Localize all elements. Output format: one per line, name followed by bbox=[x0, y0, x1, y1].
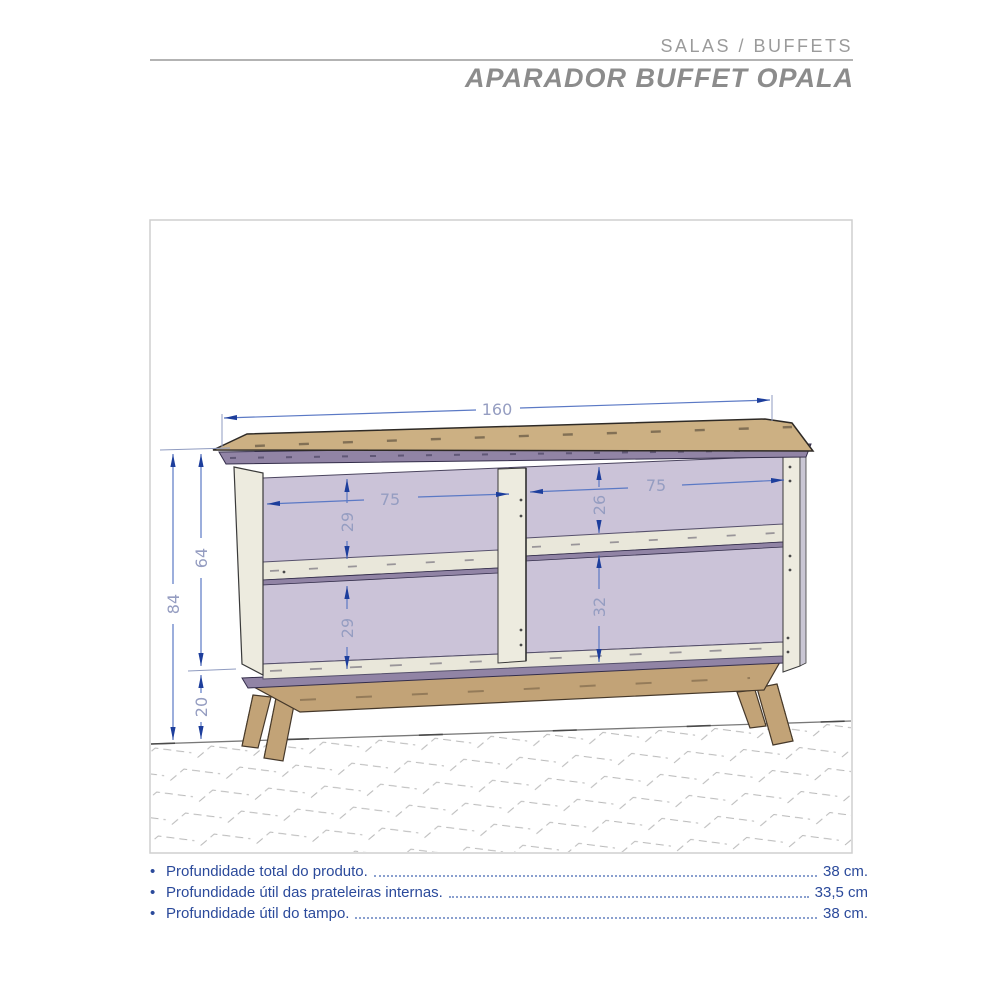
center-divider bbox=[498, 468, 526, 663]
dim-body-height: 64 bbox=[192, 547, 211, 569]
bullet-icon: • bbox=[150, 905, 156, 922]
bullet-icon: • bbox=[150, 863, 156, 880]
dim-right-compartment-width: 75 bbox=[645, 476, 667, 495]
spec-row-depth-shelves bbox=[150, 881, 868, 902]
spec-label: Profundidade útil das prateleiras internas. bbox=[166, 884, 443, 901]
dim-total-width: 160 bbox=[481, 400, 513, 419]
spec-value: 33,5 cm bbox=[814, 884, 868, 901]
dim-left-lower-shelf: 29 bbox=[338, 617, 357, 639]
dotted-leader bbox=[449, 884, 809, 898]
spec-value: 38 cm. bbox=[822, 905, 868, 922]
bullet-icon: • bbox=[150, 884, 156, 901]
category-breadcrumb: SALAS / BUFFETS bbox=[660, 36, 853, 56]
spec-row-depth-top bbox=[150, 902, 868, 923]
spec-value: 38 cm. bbox=[822, 863, 868, 880]
spec-label: Profundidade útil do tampo. bbox=[166, 905, 350, 922]
dim-right-upper-shelf: 26 bbox=[590, 494, 609, 516]
dim-leg-height: 20 bbox=[192, 696, 211, 718]
spec-label: Profundidade total do produto. bbox=[166, 863, 368, 880]
page-title: APARADOR BUFFET OPALA bbox=[465, 63, 854, 93]
dotted-leader bbox=[374, 863, 817, 877]
dim-right-lower-shelf: 32 bbox=[590, 596, 609, 618]
dim-left-compartment-width: 75 bbox=[379, 490, 401, 509]
dotted-leader bbox=[355, 905, 817, 919]
spec-row-depth-total bbox=[150, 860, 868, 881]
spec-list bbox=[150, 860, 868, 923]
dim-left-upper-shelf: 29 bbox=[338, 511, 357, 533]
dim-total-height: 84 bbox=[164, 593, 183, 615]
right-side-panel bbox=[783, 452, 800, 672]
